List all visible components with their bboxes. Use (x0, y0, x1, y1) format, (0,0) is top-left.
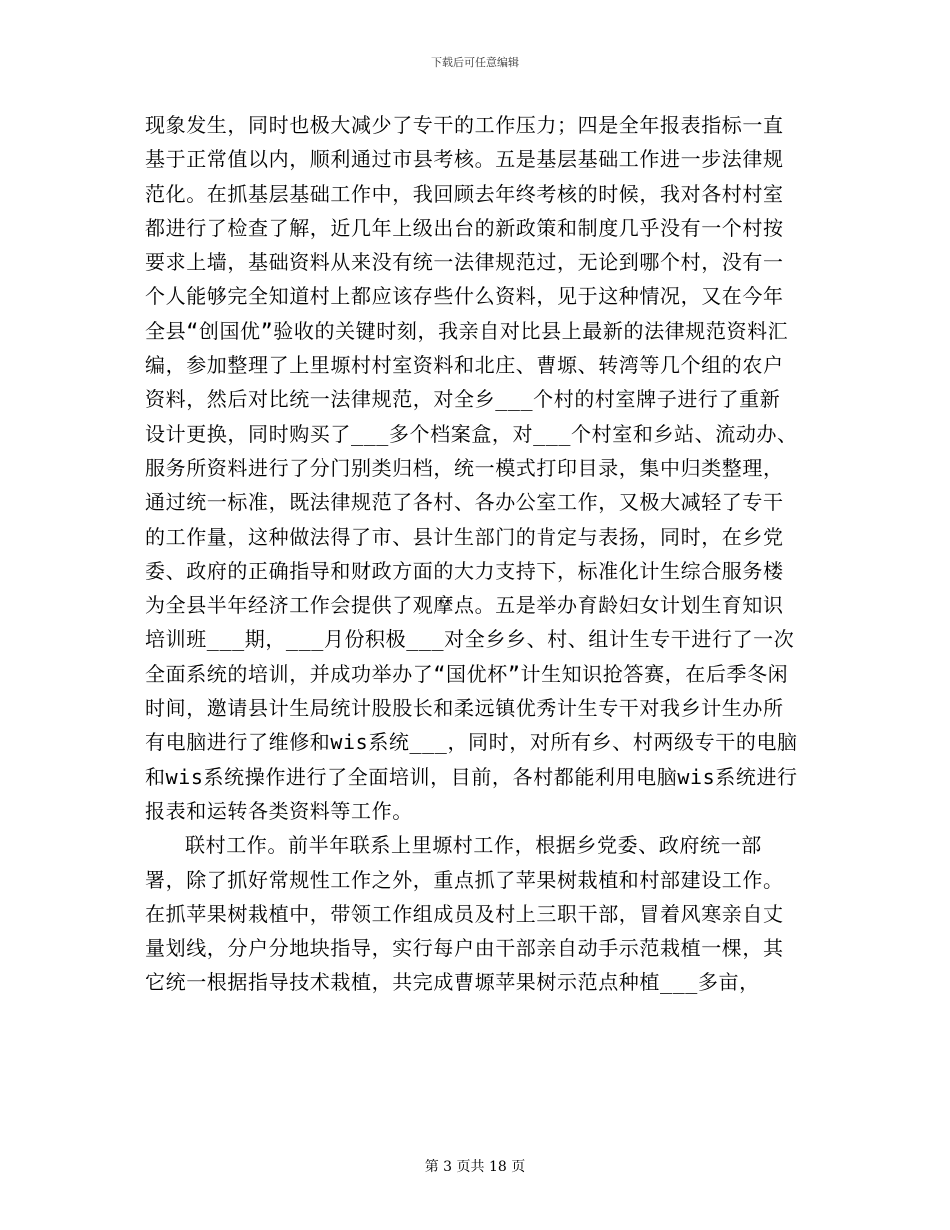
page-footer: 第 3 页共 18 页 (424, 1159, 526, 1175)
document-body (145, 108, 800, 1000)
paragraph-2: 联村工作。前半年联系上里塬村工作，根据乡党委、政府统一部署，除了抓好常规性工作之外，重点抓了苹果树栽植和村部建设工作。在抓苹果树栽植中，带领工作组成员及村上三职干部，冒着风寒亲自丈量划线，分户分地块指导，实行每户由干部亲自动手示范栽植一棵，其它统一根据指导技术栽植，共完成曹塬苹果树示范点种植___多亩， (145, 833, 784, 995)
paragraph-1: 现象发生，同时也极大减少了专干的工作压力；四是全年报表指标一直基于正常值以内，顺利通过市县考核。五是基层基础工作进一步法律规范化。在抓基层基础工作中，我回顾去年终考核的时候，我对各村村室都进行了检查了解，近几年上级出台的新政策和制度几乎没有一个村按要求上墙，基础资料从来没有统一法律规范过，无论到哪个村，没有一个人能够完全知道村上都应该存些什么资料，见于这种情况，又在今年全县“创国优”验收的关键时刻，我亲自对比县上最新的法律规范资料汇编，参加整理了上里塬村村室资料和北庄、曹塬、转湾等几个组的农户资料，然后对比统一法律规范，对全乡___个村的村室牌子进行了重新设计更换，同时购买了___多个档案盒，对___个村室和乡站、流动办、服务所资料进行了分门别类归档，统一模式打印目录，集中归类整理，通过统一标准，既法律规范了各村、各办公室工作，又极大减轻了专干的工作量，这种做法得了市、县计生部门的肯定与表扬，同时，在乡党委、政府的正确指导和财政方面的大力支持下，标准化计生综合服务楼为全县半年经济工作会提供了观摩点。五是举办育龄妇女计划生育知识培训班___期，___月份积极___对全乡乡、村、组计生专干进行了一次全面系统的培训，并成功举办了“国优杯”计生知识抢答赛，在后季冬闲时间，邀请县计生局统计股股长和柔远镇优秀计生专干对我乡计生办所有电脑进行了维修和wis系统___，同时，对所有乡、村两级专干的电脑和wis系统操作进行了全面培训，目前，各村都能利用电脑wis系统进行报表和运转各类资料等工作。 (145, 113, 798, 823)
page-header: 下载后可任意编辑 (431, 56, 519, 69)
